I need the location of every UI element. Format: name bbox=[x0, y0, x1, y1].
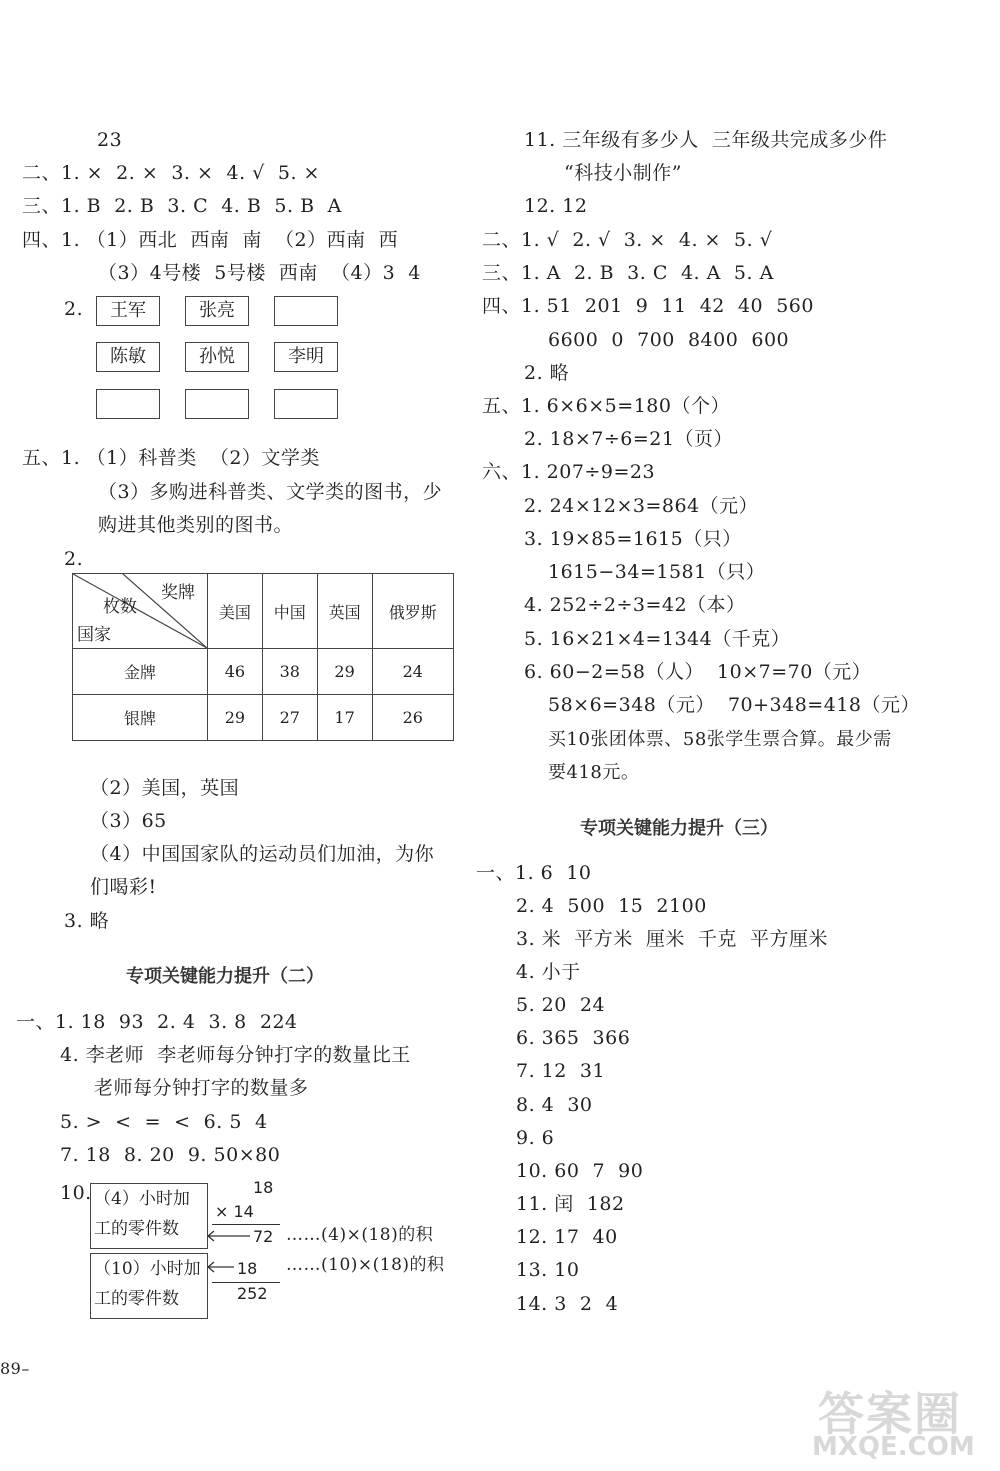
corner-label-country: 国家 bbox=[77, 625, 111, 645]
answer-line: 六、1. 207÷9=23 bbox=[482, 461, 656, 483]
box-text: （4）小时加 bbox=[94, 1189, 190, 1209]
answer-line: （4）中国国家队的运动员们加油，为你 bbox=[90, 843, 435, 865]
answer-line: （2）美国，英国 bbox=[90, 777, 240, 799]
product-note: ……(10)×(18)的积 bbox=[286, 1255, 445, 1275]
table-row bbox=[73, 649, 454, 695]
rule-line bbox=[212, 1224, 280, 1225]
answer-line: 2. bbox=[64, 298, 84, 320]
answer-line: 4. 252÷2÷3=42（本） bbox=[524, 594, 746, 616]
answer-line: 3. 略 bbox=[64, 910, 110, 932]
answer-line: “科技小制作” bbox=[564, 162, 682, 184]
name-box bbox=[274, 296, 338, 326]
answer-line: 58×6=348（元） 70+348=418（元） bbox=[548, 694, 920, 716]
answer-line: 1615−34=1581（只） bbox=[548, 561, 766, 583]
section-heading: 专项关键能力提升（二） bbox=[126, 966, 324, 987]
answer-line: 6. 60−2=58（人） 10×7=70（元） bbox=[524, 661, 872, 683]
table-cell: 26 bbox=[372, 695, 453, 741]
answer-line: 7. 18 8. 20 9. 50×80 bbox=[60, 1144, 281, 1166]
answer-line: 10. 60 7 90 bbox=[516, 1160, 644, 1182]
box-text: 工的零件数 bbox=[94, 1289, 179, 1309]
answer-line: 2. bbox=[64, 548, 84, 570]
answer-line: 三、1. B 2. B 3. C 4. B 5. B A bbox=[22, 195, 342, 217]
page-number: 89– bbox=[0, 1359, 30, 1378]
table-row bbox=[73, 695, 454, 741]
watermark-logo: 答案圈 bbox=[818, 1387, 962, 1441]
box-text: （10）小时加 bbox=[94, 1259, 201, 1279]
answer-line: 五、1. （1）科普类 （2）文学类 bbox=[22, 447, 320, 469]
table-cell: 27 bbox=[262, 695, 317, 741]
table-header: 美国 bbox=[208, 574, 263, 649]
answer-line: 5. > < = < 6. 5 4 bbox=[60, 1111, 268, 1133]
name-box bbox=[96, 389, 160, 419]
answer-line: 11. 闰 182 bbox=[516, 1193, 625, 1215]
answer-line: 购进其他类别的图书。 bbox=[98, 514, 294, 536]
answer-line: 2. 略 bbox=[524, 362, 570, 384]
corner-label-count: 枚数 bbox=[103, 597, 137, 617]
answer-line: 11. 三年级有多少人 三年级共完成多少件 bbox=[524, 129, 888, 151]
answer-line: 9. 6 bbox=[516, 1127, 555, 1149]
arrow-icon bbox=[204, 1226, 254, 1276]
answer-line: 12. 12 bbox=[524, 195, 588, 217]
answer-line: 四、1. 51 201 9 11 42 40 560 bbox=[482, 295, 814, 317]
partial-product: 18 bbox=[237, 1259, 258, 1278]
answer-line: 4. 李老师 李老师每分钟打字的数量比王 bbox=[60, 1044, 411, 1066]
table-cell: 29 bbox=[317, 649, 372, 695]
answer-line: 5. 20 24 bbox=[516, 994, 606, 1016]
medal-table bbox=[72, 573, 454, 741]
answer-line: 一、1. 18 93 2. 4 3. 8 224 bbox=[16, 1011, 298, 1033]
answer-line: 14. 3 2 4 bbox=[516, 1293, 619, 1315]
name-box: 王军 bbox=[96, 296, 160, 326]
answer-line: 2. 4 500 15 2100 bbox=[516, 895, 707, 917]
table-header: 俄罗斯 bbox=[372, 574, 453, 649]
answer-line: 三、1. A 2. B 3. C 4. A 5. A bbox=[482, 262, 774, 284]
answer-line: 12. 17 40 bbox=[516, 1226, 618, 1248]
answer-line: 老师每分钟打字的数量多 bbox=[94, 1077, 309, 1099]
answer-line: （3）65 bbox=[90, 810, 167, 832]
label-box-4-hours bbox=[90, 1183, 208, 1249]
table-cell: 24 bbox=[372, 649, 453, 695]
row-label: 金牌 bbox=[73, 649, 208, 695]
answer-line: 要418元。 bbox=[548, 762, 640, 783]
answer-line: 四、1. （1）西北 西南 南 （2）西南 西 bbox=[22, 229, 399, 251]
answer-line: 6600 0 700 8400 600 bbox=[548, 329, 790, 351]
answer-line: 买10张团体票、58张学生票合算。最少需 bbox=[548, 729, 892, 750]
corner-label-medal: 奖牌 bbox=[161, 583, 195, 603]
table-header: 中国 bbox=[262, 574, 317, 649]
partial-product: 72 bbox=[253, 1227, 274, 1246]
answer-line: 13. 10 bbox=[516, 1259, 580, 1281]
table-cell: 46 bbox=[208, 649, 263, 695]
table-cell: 17 bbox=[317, 695, 372, 741]
answer-line: 4. 小于 bbox=[516, 961, 581, 983]
watermark-url: MXQE.COM bbox=[812, 1432, 975, 1462]
name-box: 张亮 bbox=[185, 296, 249, 326]
name-box: 孙悦 bbox=[185, 342, 249, 372]
multiplicand: 18 bbox=[253, 1178, 274, 1197]
answer-line: 23 bbox=[97, 129, 123, 151]
answer-line: 二、1. √ 2. √ 3. × 4. × 5. √ bbox=[482, 229, 773, 251]
row-label: 银牌 bbox=[73, 695, 208, 741]
answer-line: 10. bbox=[60, 1182, 92, 1204]
table-cell: 38 bbox=[262, 649, 317, 695]
answer-line: 五、1. 6×6×5=180（个） bbox=[482, 395, 730, 417]
answer-line: 5. 16×21×4=1344（千克） bbox=[524, 628, 791, 650]
answer-line: （3）4号楼 5号楼 西南 （4）3 4 bbox=[98, 262, 421, 284]
answer-line: 们喝彩! bbox=[90, 876, 157, 898]
name-box: 李明 bbox=[274, 342, 338, 372]
multiplier: × 14 bbox=[215, 1202, 254, 1221]
answer-line: （3）多购进科普类、文学类的图书，少 bbox=[98, 481, 443, 503]
section-heading: 专项关键能力提升（三） bbox=[580, 818, 778, 839]
answer-line: 7. 12 31 bbox=[516, 1060, 606, 1082]
label-box-10-hours bbox=[90, 1253, 208, 1319]
box-text: 工的零件数 bbox=[94, 1219, 179, 1239]
table-header: 英国 bbox=[317, 574, 372, 649]
name-box bbox=[185, 389, 249, 419]
answer-line: 2. 18×7÷6=21（页） bbox=[524, 428, 733, 450]
table-corner bbox=[73, 574, 208, 649]
product: 252 bbox=[237, 1284, 268, 1303]
name-box bbox=[274, 389, 338, 419]
answer-line: 二、1. × 2. × 3. × 4. √ 5. × bbox=[22, 162, 320, 184]
table-cell: 29 bbox=[208, 695, 263, 741]
answer-line: 6. 365 366 bbox=[516, 1027, 631, 1049]
answer-line: 一、1. 6 10 bbox=[476, 862, 592, 884]
answer-line: 8. 4 30 bbox=[516, 1094, 593, 1116]
name-box: 陈敏 bbox=[96, 342, 160, 372]
answer-line: 3. 19×85=1615（只） bbox=[524, 528, 742, 550]
rule-line bbox=[212, 1282, 280, 1283]
product-note: ……(4)×(18)的积 bbox=[286, 1225, 434, 1245]
answer-line: 2. 24×12×3=864（元） bbox=[524, 495, 759, 517]
answer-line: 3. 米 平方米 厘米 千克 平方厘米 bbox=[516, 928, 828, 950]
